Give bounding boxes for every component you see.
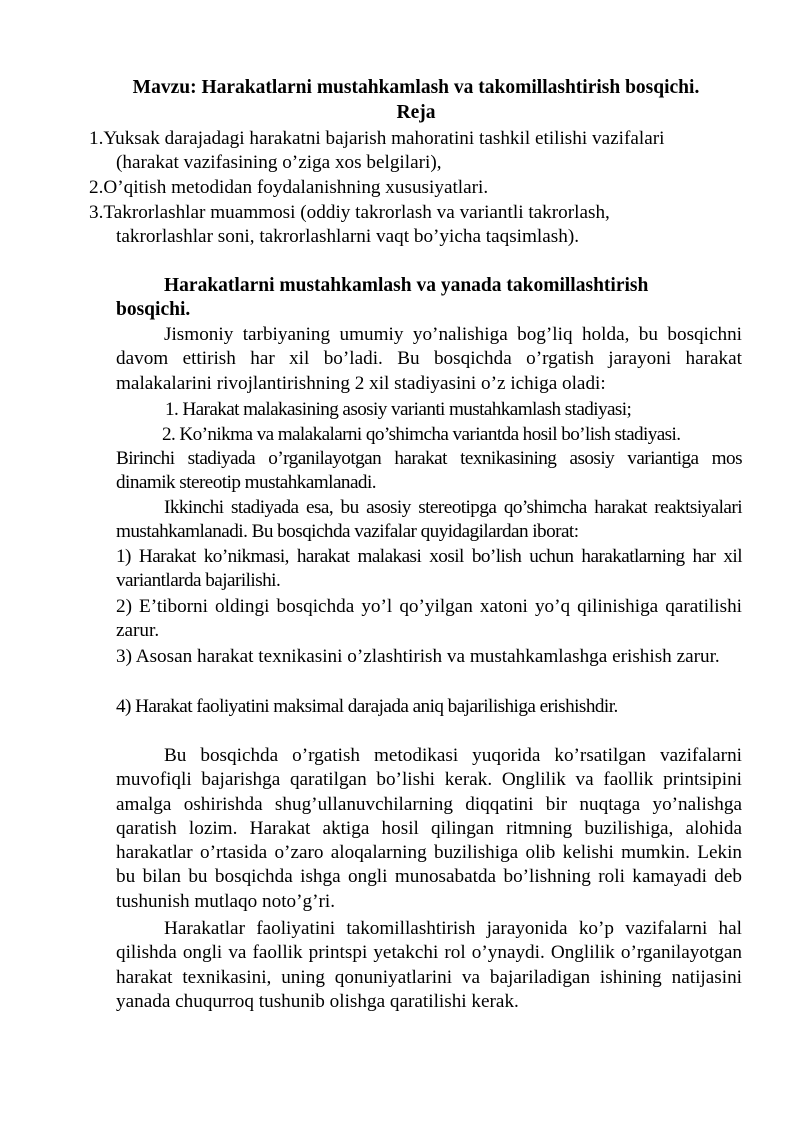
stage-item-1: 1. Harakat malakasining asosiy varianti mustahkamlash stadiyasi;	[165, 399, 632, 420]
plan-item-3-text: 3.Takrorlashlar muammosi (oddiy takrorlash va variantli takrorlash,	[89, 202, 610, 223]
stage-one-paragraph: Birinchi stadiyada o’rganilayotgan harakat texnikasining asosiy variantiga mos dinamik stereotip mustahkamlanadi.	[116, 448, 742, 494]
section-heading-line-1: Harakatlarni mustahkamlash va yanada takomillashtirish	[164, 275, 649, 296]
task-item-3: 3) Asosan harakat texnikasini o’zlashtirish va mustahkamlashga erishish zarur.	[116, 646, 720, 667]
plan-item-3-continuation: takrorlashlar soni, takrorlashlarni vaqt bo’yicha taqsimlash).	[116, 226, 580, 248]
task-item-1: 1) Harakat ko’nikmasi, harakat malakasi xosil bo’lish uchun harakatlarning har xil variantlarda bajarilishi.	[116, 546, 742, 592]
section-heading	[116, 274, 756, 323]
final-paragraph: Harakatlar faoliyatini takomillashtirish jarayonida ko’p vazifalarni hal qilishda ongli va faollik printspi yetakchi rol o’ynaydi. Onglilik o’rganilayotgan harakat texnikasini, uning qonuniyatlarini va bajariladigan ishining natijasini yanada chuqurroq tushunib olishga qaratilishi kerak.	[116, 918, 742, 1012]
task-item-4: 4) Harakat faoliyatini maksimal darajada aniq bajarilishiga erishishdir.	[116, 696, 618, 717]
topic-heading: Mavzu: Harakatlarni mustahkamlash va takomillashtirish bosqichi.	[132, 77, 700, 98]
stage-item-2: 2. Ko’nikma va malakalarni qo’shimcha variantda hosil bo’lish stadiyasi.	[162, 424, 681, 445]
plan-item-3	[89, 201, 769, 250]
plan-item-2-text: 2.O’qitish metodidan foydalanishning xususiyatlari.	[89, 177, 489, 198]
plan-title: Reja	[396, 102, 436, 123]
task-item-2: 2) E’tiborni oldingi bosqichda yo’l qo’yilgan xatoni yo’q qilinishiga qaratilishi zarur.	[116, 596, 742, 642]
stage-two-paragraph: Ikkinchi stadiyada esa, bu asosiy stereotipga qo’shimcha harakat reaktsiyalari mustahkamlanadi. Bu bosqichda vazifalar quyidagilardan iborat:	[116, 497, 742, 543]
plan-item-2	[89, 176, 769, 200]
plan-item-1-text: 1.Yuksak darajadagi harakatni bajarish mahoratini tashkil etilishi vazifalari	[89, 128, 665, 149]
section-heading-line-2: bosqichi.	[116, 299, 191, 321]
plan-item-1	[89, 127, 769, 176]
methodology-paragraph: Bu bosqichda o’rgatish metodikasi yuqorida ko’rsatilgan vazifalarni muvofiqli bajarishga qaratilgan bo’lishi kerak. Onglilik va faollik printsipini amalga oshirishda shug’ullanuvchilarning diqqatini bir nuqtaga yo’nalishga qaratish lozim. Harakat aktiga hosil qilingan ritmning buzilishiga, alohida harakatlar o’rtasida o’zaro aloqalarning buzilishiga olib kelishi mumkin. Lekin bu bilan bu bosqichda ishga ongli munosabatda bo’lishning roli kamayadi deb tushunish mutlaqo noto’g’ri.	[116, 745, 742, 912]
intro-paragraph: Jismoniy tarbiyaning umumiy yo’nalishiga bog’liq holda, bu bosqichni davom ettirish har xil bo’ladi. Bu bosqichda o’rgatish jarayoni harakat malakalarini rivojlantirishning 2 xil stadiyasini o’z ichiga oladi:	[116, 324, 742, 394]
plan-item-1-continuation: (harakat vazifasining o’ziga xos belgilari),	[116, 152, 442, 174]
